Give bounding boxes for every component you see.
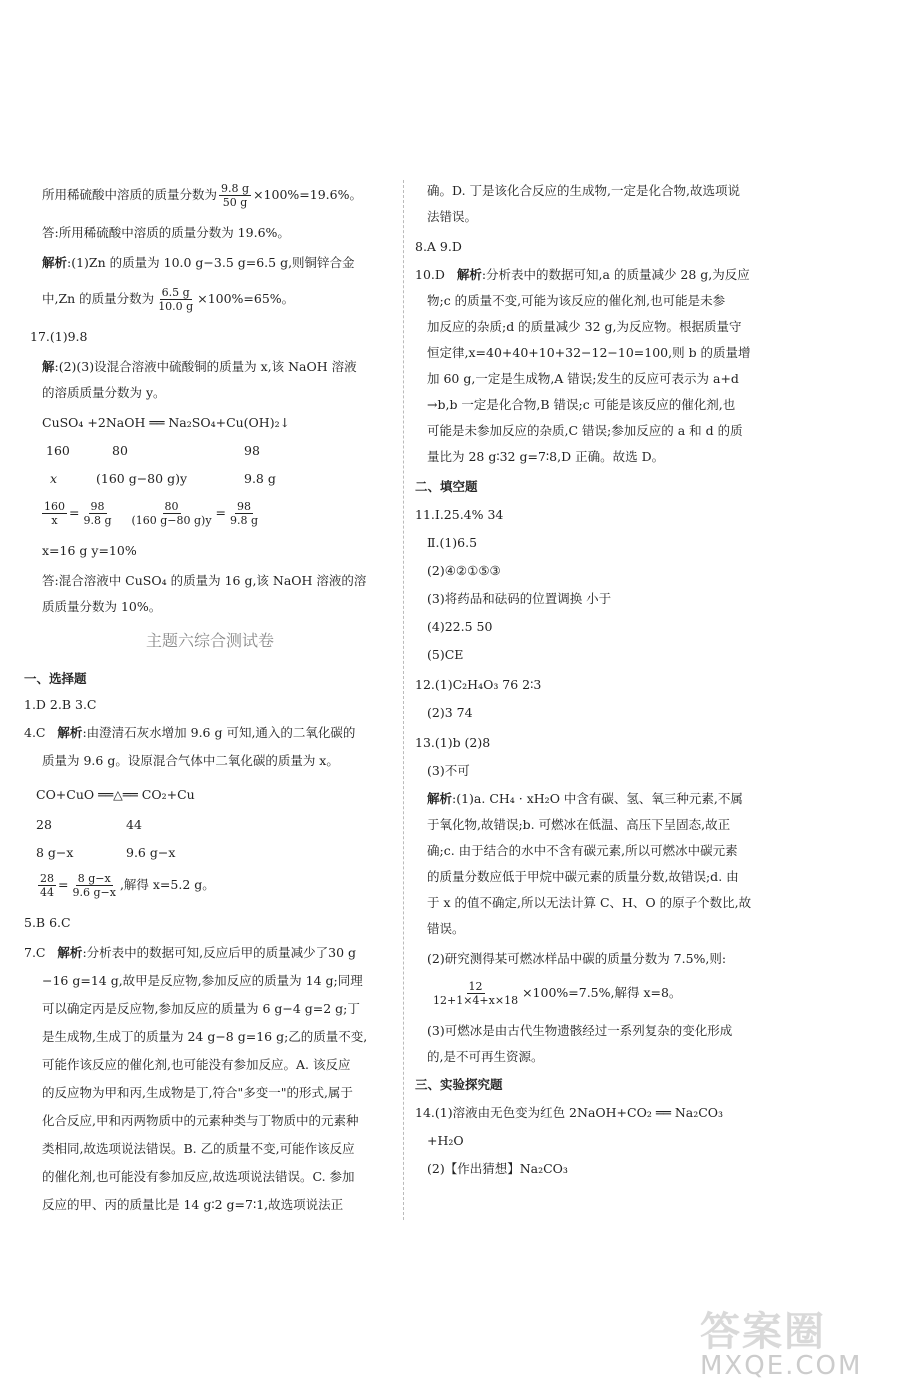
watermark-url: MXQE.COM bbox=[700, 1351, 863, 1381]
analysis-label: 解析 bbox=[427, 791, 453, 806]
analysis-label: 解析 bbox=[456, 267, 482, 282]
analysis-line: 于 x 的值不确定,所以无法计算 C、H、O 的原子个数比,故 bbox=[427, 895, 752, 910]
analysis-line: 的反应物为甲和丙,生成物是丁,符合"多变一"的形式,属于 bbox=[42, 1085, 353, 1100]
analysis-line: 可能是未参加反应的杂质,C 错误;参加反应的 a 和 d 的质 bbox=[427, 423, 743, 438]
solution-line: 的溶质质量分数为 y。 bbox=[42, 385, 166, 400]
text: :(2)(3)设混合溶液中硫酸铜的质量为 x,该 NaOH 溶液 bbox=[54, 359, 357, 374]
fraction-denominator: 50 g bbox=[222, 196, 248, 209]
text: 所用稀硫酸中溶质的质量分数为 bbox=[42, 187, 218, 202]
analysis-line bbox=[427, 790, 743, 808]
question-7 bbox=[24, 944, 356, 962]
section-heading: 主题六综合测试卷 bbox=[145, 631, 274, 650]
analysis-line: −16 g=14 g,故甲是反应物,参加反应的质量为 14 g;同理 bbox=[42, 973, 363, 988]
equation-value: 44 bbox=[126, 817, 142, 832]
equation-value: 160 bbox=[46, 443, 70, 458]
fraction-denominator: 10.0 g bbox=[158, 300, 194, 313]
fraction-numerator: 9.8 g bbox=[221, 182, 250, 195]
analysis-label: 解析 bbox=[57, 945, 83, 960]
fraction-numerator: 160 bbox=[44, 500, 65, 513]
section-title: 一、选择题 bbox=[24, 671, 87, 686]
text: :(1)a. CH₄ · xH₂O 中含有碳、氢、氧三种元素,不属 bbox=[452, 791, 743, 806]
solution-line bbox=[42, 358, 357, 376]
analysis-line: 物;c 的质量不变,可能为该反应的催化剂,也可能是未参 bbox=[427, 293, 726, 308]
fraction bbox=[81, 500, 113, 527]
analysis-line: 错误。 bbox=[427, 921, 465, 936]
analysis-line: 恒定律,x=40+40+10+32−12−10=100,则 b 的质量增 bbox=[427, 345, 751, 360]
analysis-line: 化合反应,甲和丙两物质中的元素种类与丁物质中的元素种 bbox=[42, 1113, 359, 1128]
fraction bbox=[38, 872, 56, 899]
answer-line: 答:混合溶液中 CuSO₄ 的质量为 16 g,该 NaOH 溶液的溶 bbox=[42, 573, 367, 588]
fraction-denominator: 9.6 g−x bbox=[72, 886, 116, 899]
text: :分析表中的数据可知,反应后甲的质量减少了30 g bbox=[82, 945, 357, 960]
proportion-line: $\frac{28}{44}$ = $\frac{8 g-x}{9.6 g-x}$ ,解得 x=5.2 g。 bbox=[40, 872, 215, 899]
text: ,解得 x=5.2 g。 bbox=[119, 877, 215, 892]
answer-line: 11.Ⅰ.25.4% 34 bbox=[415, 507, 504, 522]
fraction bbox=[156, 286, 195, 313]
chemical-equation: CuSO₄ +2NaOH ══ Na₂SO₄+Cu(OH)₂↓ bbox=[42, 415, 291, 430]
result-line: x=16 g y=10% bbox=[42, 543, 137, 558]
answer-line: 14.(1)溶液由无色变为红色 2NaOH+CO₂ ══ Na₂CO₃ bbox=[415, 1105, 724, 1120]
text: ×100%=65%。 bbox=[197, 291, 295, 306]
answer-line: (4)22.5 50 bbox=[427, 619, 493, 634]
fraction-denominator: x bbox=[51, 514, 58, 527]
watermark-logo bbox=[700, 1300, 890, 1380]
equation-value: (160 g−80 g)y bbox=[96, 471, 188, 486]
equation-value: 9.6 g−x bbox=[126, 845, 176, 860]
analysis-line: 加反应的杂质;d 的质量减少 32 g,为反应物。根据质量守 bbox=[427, 319, 742, 334]
analysis-line: 法错误。 bbox=[427, 209, 478, 224]
chemical-equation: CO+CuO ══△══ CO₂+Cu bbox=[36, 787, 195, 802]
analysis-line: 可能作该反应的催化剂,也可能没有参加反应。A. 该反应 bbox=[42, 1057, 351, 1072]
analysis-line: 确。D. 丁是该化合反应的生成物,一定是化合物,故选项说 bbox=[427, 183, 740, 198]
analysis-line: →b,b 一定是化合物,B 错误;c 可能是该反应的催化剂,也 bbox=[427, 397, 736, 412]
fraction-numerator: 6.5 g bbox=[161, 286, 190, 299]
analysis-line: (2)研究测得某可燃冰样品中碳的质量分数为 7.5%,则: bbox=[427, 951, 727, 966]
fraction-denominator: 12+1×4+x×18 bbox=[433, 994, 519, 1007]
answer-line: (3)将药品和砝码的位置调换 小于 bbox=[427, 591, 612, 606]
analysis-line: 于氧化物,故错误;b. 可燃冰在低温、高压下呈固态,故正 bbox=[427, 817, 731, 832]
answer-line: (3)不可 bbox=[427, 763, 470, 778]
answer-line: (2)【作出猜想】Na₂CO₃ bbox=[427, 1161, 568, 1176]
answer-line: +H₂O bbox=[427, 1133, 464, 1148]
equation-value: 8 g−x bbox=[36, 845, 74, 860]
analysis-line: 量比为 28 g∶32 g=7∶8,D 正确。故选 D。 bbox=[427, 449, 665, 464]
question-4 bbox=[24, 724, 355, 742]
answer-line: 答:所用稀硫酸中溶质的质量分数为 19.6%。 bbox=[42, 225, 290, 240]
analysis-line: 质量为 9.6 g。设原混合气体中二氧化碳的质量为 x。 bbox=[42, 753, 339, 768]
section-title: 三、实验探究题 bbox=[415, 1077, 503, 1092]
analysis-line: (3)可燃冰是由古代生物遗骸经过一系列复杂的变化形成 bbox=[427, 1023, 733, 1038]
answer-line: (5)CE bbox=[427, 647, 464, 662]
analysis-label: 解析 bbox=[42, 255, 68, 270]
analysis-line bbox=[42, 254, 355, 272]
fraction-numerator: 28 bbox=[40, 872, 54, 885]
column-divider bbox=[403, 180, 404, 1220]
fraction bbox=[42, 500, 67, 527]
proportion-line: $\frac{160}{x}$ = $\frac{98}{9.8 g}$ $\frac{80}{(160 g-80 g)y}$ = $\frac{98}{9.8 g}$ bbox=[44, 500, 259, 527]
fraction-numerator: 8 g−x bbox=[77, 872, 111, 885]
choice-answers: 8.A 9.D bbox=[415, 239, 462, 254]
analysis-line: 反应的甲、丙的质量比是 14 g∶2 g=7∶1,故选项说法正 bbox=[42, 1197, 344, 1212]
answer-line: (2)3 74 bbox=[427, 705, 473, 720]
text: 4.C bbox=[24, 725, 46, 740]
equation-value: x bbox=[50, 471, 58, 486]
text: :分析表中的数据可知,a 的质量减少 28 g,为反应 bbox=[481, 267, 750, 282]
fraction-denominator: 9.8 g bbox=[230, 514, 259, 527]
question-17: 17.(1)9.8 bbox=[30, 329, 88, 344]
choice-answers: 1.D 2.B 3.C bbox=[24, 697, 97, 712]
analysis-line: 加 60 g,一定是生成物,A 错误;发生的反应可表示为 a+d bbox=[427, 371, 739, 386]
question-10 bbox=[415, 266, 750, 284]
fraction-numerator: 98 bbox=[90, 500, 105, 513]
analysis-line: 的催化剂,也可能没有参加反应,故选项说法错误。C. 参加 bbox=[42, 1169, 355, 1184]
fraction-denominator: (160 g−80 g)y bbox=[131, 514, 212, 527]
answer-line: Ⅱ.(1)6.5 bbox=[427, 535, 478, 550]
fraction bbox=[228, 500, 260, 527]
equation-value: 9.8 g bbox=[244, 471, 276, 486]
text: :由澄清石灰水增加 9.6 g 可知,通入的二氧化碳的 bbox=[82, 725, 356, 740]
equation-value: 80 bbox=[112, 443, 128, 458]
fraction bbox=[70, 872, 117, 899]
analysis-label: 解析 bbox=[57, 725, 83, 740]
analysis-line: 是生成物,生成丁的质量为 24 g−8 g=16 g;乙的质量不变, bbox=[42, 1029, 368, 1044]
answer-line: 13.(1)b (2)8 bbox=[415, 735, 491, 750]
section-title: 二、填空题 bbox=[415, 479, 478, 494]
fraction-denominator: 9.8 g bbox=[83, 514, 112, 527]
equation-value: 28 bbox=[36, 817, 52, 832]
text: 中,Zn 的质量分数为 bbox=[42, 291, 155, 306]
fraction bbox=[219, 182, 251, 209]
analysis-line: 类相同,故选项说法错误。B. 乙的质量不变,可能作该反应 bbox=[42, 1141, 355, 1156]
analysis-line: 可以确定丙是反应物,参加反应的质量为 6 g−4 g=2 g;丁 bbox=[42, 1001, 360, 1016]
answer-line: (2)④②①⑤③ bbox=[427, 563, 501, 578]
answer-line: 12.(1)C₂H₄O₃ 76 2∶3 bbox=[415, 677, 542, 692]
fraction-numerator: 12 bbox=[468, 980, 483, 993]
fraction bbox=[129, 500, 213, 527]
text: :(1)Zn 的质量为 10.0 g−3.5 g=6.5 g,则铜锌合金 bbox=[67, 255, 355, 270]
solution-label: 解 bbox=[42, 359, 55, 374]
text: 10.D bbox=[415, 267, 445, 282]
analysis-line: 的质量分数应低于甲烷中碳元素的质量分数,故错误;d. 由 bbox=[427, 869, 739, 884]
text: 7.C bbox=[24, 945, 46, 960]
fraction-numerator: 80 bbox=[164, 500, 179, 513]
text: ×100%=7.5%,解得 x=8。 bbox=[522, 985, 682, 1000]
analysis-line: 确;c. 由于结合的水中不含有碳元素,所以可燃冰中碳元素 bbox=[427, 843, 738, 858]
answer-line: 质质量分数为 10%。 bbox=[42, 599, 162, 614]
fraction bbox=[431, 980, 520, 1007]
watermark-text: 答案圈 bbox=[700, 1309, 826, 1355]
equation-line bbox=[429, 980, 681, 1007]
text: ×100%=19.6%。 bbox=[253, 187, 362, 202]
choice-answers: 5.B 6.C bbox=[24, 915, 71, 930]
fraction-numerator: 98 bbox=[237, 500, 252, 513]
fraction-denominator: 44 bbox=[40, 886, 54, 899]
analysis-line: 的,是不可再生资源。 bbox=[427, 1049, 544, 1064]
analysis-line bbox=[42, 286, 294, 313]
equation-value: 98 bbox=[244, 443, 260, 458]
answer-line bbox=[42, 182, 362, 209]
